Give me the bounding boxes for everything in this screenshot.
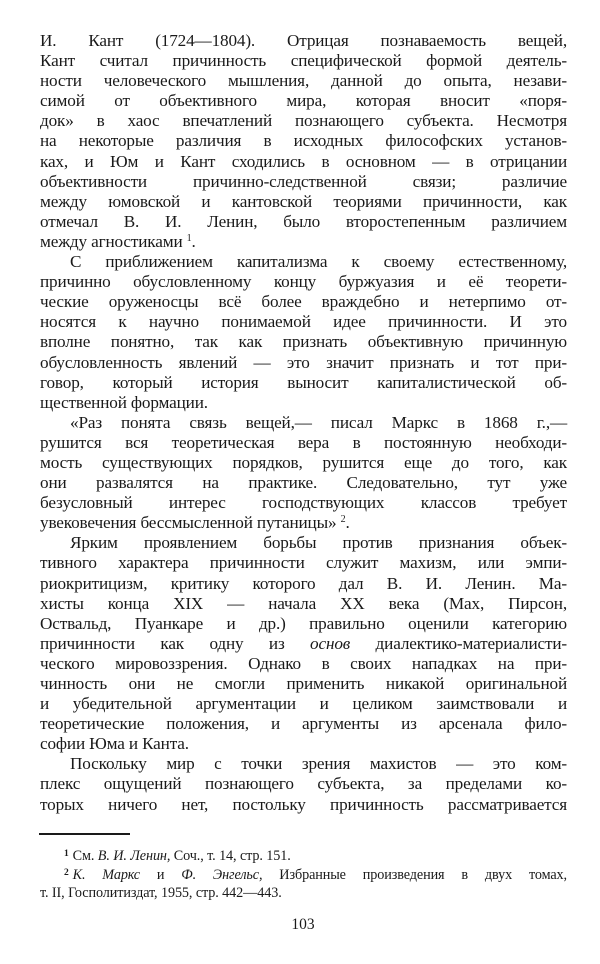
punctuation: . xyxy=(191,231,196,251)
text-line: говор, который история выносит капиталистической об- xyxy=(40,372,567,392)
text-line: симой от объективного мира, которая вносит «поря- xyxy=(40,91,567,111)
page-number: 103 xyxy=(291,916,315,933)
text-line: объективности причинно-следственной связи; различие xyxy=(40,171,567,191)
text-line xyxy=(40,513,567,533)
text-line: софии Юма и Канта. xyxy=(40,734,189,754)
footnote-author: Ф. Энгельс, xyxy=(181,866,263,883)
text-line: Поскольку мир с точки зрения махистов — это ком- xyxy=(70,754,567,774)
text-line: ческого мировоззрения. Однако в своих нападках на при- xyxy=(40,653,567,673)
text-line: обусловленность явлений — это значит признать и тот при- xyxy=(40,352,567,372)
punctuation: . xyxy=(345,513,350,533)
footnote-prefix: См. xyxy=(72,848,98,864)
text-line: Оствальд, Пуанкаре и др.) правильно оценили категорию xyxy=(40,613,567,633)
text-line: между юмовской и кантовской теориями причинности, как xyxy=(40,191,567,211)
text-line: чинность они не смогли применить никакой оригинальной xyxy=(40,674,567,693)
text-line: тивного характера причинности служит махизм, или эмпи- xyxy=(40,553,567,573)
footnote-2-line-1 xyxy=(40,866,567,885)
footnote-source: Избранные произведения в двух томах, xyxy=(262,866,568,883)
text-fragment: между агностиками xyxy=(40,231,183,251)
text-line: ках, и Юм и Кант сходились в основном — в отрицании xyxy=(40,151,567,171)
paragraph-5 xyxy=(40,754,567,814)
footnotes xyxy=(40,847,567,903)
paragraph-1 xyxy=(40,31,567,252)
text-line: на некоторые различия в исходных философских установ- xyxy=(40,131,567,151)
text-line: док» в хаос впечатлений познающего субъекта. Несмотря xyxy=(40,111,567,131)
text-line: безусловный интерес господствующих классов требует xyxy=(40,493,567,513)
text-line: «Раз понята связь вещей,— писал Маркс в 1868 г.,— xyxy=(70,412,567,432)
text-line-with-italic: причинности как одну из основ диалектико-материалисти- xyxy=(40,633,567,653)
text-line: ности человеческого мышления, данной до опыта, незави- xyxy=(40,71,567,91)
text-line: рушится вся теоретическая вера в постоянную необходи- xyxy=(40,432,567,452)
page-body xyxy=(40,31,567,815)
text-line: Ярким проявлением борьбы против признания объек- xyxy=(70,533,567,553)
paragraph-4 xyxy=(40,533,567,754)
text-line: они развалятся на практике. Следовательно, тут уже xyxy=(40,473,567,493)
footnote-source: Соч., т. 14, стр. 151. xyxy=(170,848,291,864)
footnote-ref-1[interactable]: 1 xyxy=(186,232,192,244)
text-line: причинно обусловленному концу буржуазия и её теорети- xyxy=(40,272,567,292)
footnote-conjunction: и xyxy=(140,866,182,883)
text-line: И. Кант (1724—1804). Отрицая познаваемость вещей, xyxy=(40,31,567,50)
text-line: торых ничего нет, постольку причинность рассматривается xyxy=(40,794,567,814)
text-line: плекс ощущений познающего субъекта, за пределами ко- xyxy=(40,774,567,794)
text-line xyxy=(40,232,567,252)
footnote-number: 2 xyxy=(64,867,69,878)
text-line: теоретические положения, и аргументы из арсенала фило- xyxy=(40,714,567,734)
text-line: мость существующих порядков, рушится еще до того, как xyxy=(40,452,567,472)
text-line: и убедительной аргументации и целиком заимствовали и xyxy=(40,694,567,714)
paragraph-3-quote xyxy=(40,413,567,534)
footnote-1 xyxy=(40,847,567,866)
italic-emphasis: основ xyxy=(310,633,351,653)
text-line: С приближением капитализма к своему естественному, xyxy=(70,252,567,272)
footnote-author: В. И. Ленин, xyxy=(97,848,171,864)
text-fragment: увековечения бессмысленной путаницы» xyxy=(40,513,337,533)
footnote-separator-rule xyxy=(39,833,130,835)
text-line: ческие оруженосцы всё более враждебно и нетерпимо от- xyxy=(40,292,567,312)
text-line: щественной формации. xyxy=(40,392,208,412)
footnote-2-line-2: т. II, Госполитиздат, 1955, стр. 442—443. xyxy=(40,885,282,901)
text-line: вполне понятно, так как признать объективную причинную xyxy=(40,332,567,352)
paragraph-2 xyxy=(40,252,567,413)
text-line: риокритицизм, критику которого дал В. И. Ленин. Ма- xyxy=(40,573,567,593)
text-line: хисты конца XIX — начала XX века (Мах, Пирсон, xyxy=(40,593,567,613)
footnote-ref-2[interactable]: 2 xyxy=(340,514,346,526)
text-line: Кант считал причинность специфической формой деятель- xyxy=(40,51,567,71)
text-line: отмечал В. И. Ленин, было второстепенным различием xyxy=(40,211,567,231)
footnote-number: 1 xyxy=(64,849,69,859)
text-line: носятся к научно понимаемой идее причинности. И это xyxy=(40,312,567,332)
footnote-author: К. Маркс xyxy=(72,866,141,883)
